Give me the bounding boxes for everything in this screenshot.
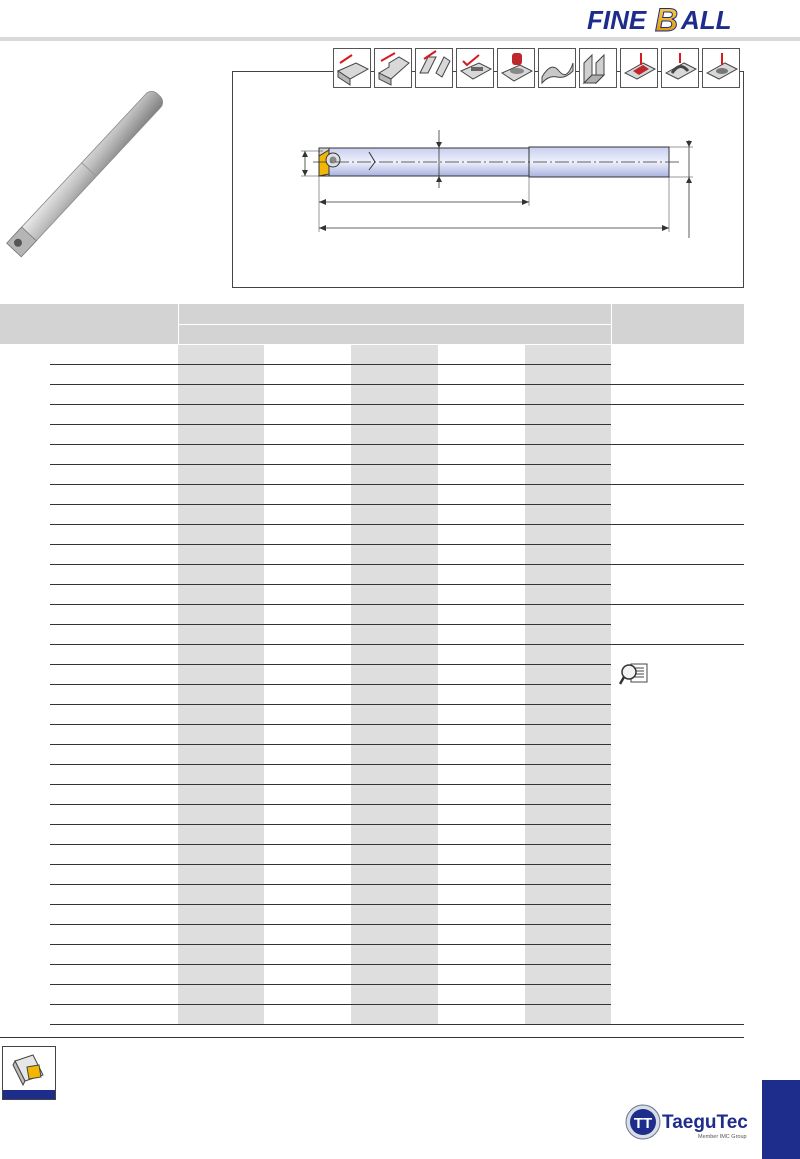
dimension-cell <box>351 964 438 984</box>
dimension-cell <box>525 744 611 764</box>
row-indent-cell <box>0 944 50 964</box>
company-logo <box>624 1100 754 1144</box>
dimension-cell <box>264 344 351 364</box>
designation-cell <box>50 464 178 484</box>
dimension-cell <box>351 544 438 564</box>
reference-book-icon[interactable] <box>2 1046 56 1100</box>
dimension-cell <box>178 984 264 1004</box>
row-indent-cell <box>0 904 50 924</box>
reference-icon-bar <box>3 1090 55 1099</box>
table-row <box>0 404 744 424</box>
designation-cell <box>50 524 178 544</box>
book-icon <box>3 1047 55 1091</box>
row-indent-cell <box>0 1004 50 1024</box>
helical-interpolation-icon <box>702 48 740 88</box>
dimension-cell <box>438 764 525 784</box>
dimension-cell <box>351 664 438 684</box>
dimension-cell <box>525 644 611 664</box>
company-logo-text: TaeguTec <box>662 1112 748 1133</box>
dimension-cell <box>438 424 525 444</box>
row-indent-cell <box>0 644 50 664</box>
dimension-cell <box>178 364 264 384</box>
dimension-cell <box>264 604 351 624</box>
dimension-cell <box>264 464 351 484</box>
row-indent-cell <box>0 404 50 424</box>
dimension-cell <box>525 624 611 644</box>
dimension-cell <box>264 924 351 944</box>
dimension-cell <box>525 544 611 564</box>
row-indent-cell <box>0 964 50 984</box>
designation-cell <box>50 984 178 1004</box>
dimension-cell <box>525 844 611 864</box>
dimension-cell <box>351 404 438 424</box>
table-row <box>0 444 744 464</box>
dimension-cell <box>178 864 264 884</box>
dimension-cell <box>351 584 438 604</box>
dimension-cell <box>178 824 264 844</box>
insert-note-cell <box>611 484 744 524</box>
dimension-cell <box>264 904 351 924</box>
designation-cell <box>50 804 178 824</box>
dimension-cell <box>178 904 264 924</box>
insert-note-cell <box>611 524 744 564</box>
dimension-cell <box>178 404 264 424</box>
dimension-cell <box>525 384 611 404</box>
designation-cell <box>50 404 178 424</box>
designation-cell <box>50 544 178 564</box>
insert-note-cell <box>611 444 744 484</box>
dimension-cell <box>525 944 611 964</box>
dimension-cell <box>438 1004 525 1024</box>
designation-cell <box>50 664 178 684</box>
dimension-cell <box>438 464 525 484</box>
dimension-cell <box>178 884 264 904</box>
dimension-cell <box>264 644 351 664</box>
designation-cell <box>50 644 178 664</box>
tool-dimension-drawing <box>233 110 743 260</box>
designation-cell <box>50 584 178 604</box>
step-milling-icon <box>374 48 412 88</box>
dimension-cell <box>351 864 438 884</box>
designation-cell <box>50 884 178 904</box>
dimension-cell <box>438 584 525 604</box>
dimension-cell <box>438 944 525 964</box>
dimension-cell <box>351 604 438 624</box>
row-indent-cell <box>0 384 50 404</box>
row-indent-cell <box>0 464 50 484</box>
row-indent-cell <box>0 844 50 864</box>
dimension-cell <box>525 404 611 424</box>
brand-logo <box>585 4 747 34</box>
company-seal-text: TT <box>633 1115 653 1132</box>
dimension-cell <box>351 524 438 544</box>
dimension-cell <box>525 824 611 844</box>
dimension-cell <box>351 444 438 464</box>
dimension-cell <box>525 464 611 484</box>
dimension-cell <box>438 704 525 724</box>
dimension-cell <box>438 784 525 804</box>
dimension-cell <box>351 704 438 724</box>
dimension-cell <box>264 504 351 524</box>
dimension-cell <box>351 1004 438 1024</box>
dimension-cell <box>525 524 611 544</box>
dimension-cell <box>351 384 438 404</box>
pocketing-icon <box>620 48 658 88</box>
dimension-cell <box>178 944 264 964</box>
dimension-cell <box>525 684 611 704</box>
row-indent-cell <box>0 864 50 884</box>
row-indent-cell <box>0 704 50 724</box>
row-indent-cell <box>0 344 50 364</box>
dimension-cell <box>438 364 525 384</box>
row-indent-cell <box>0 884 50 904</box>
dimension-cell <box>525 904 611 924</box>
dimension-cell <box>178 844 264 864</box>
designation-cell <box>50 744 178 764</box>
dimension-cell <box>264 624 351 644</box>
designation-cell <box>50 784 178 804</box>
table-row <box>0 524 744 544</box>
designation-cell <box>50 904 178 924</box>
designation-cell <box>50 824 178 844</box>
dimension-cell <box>525 424 611 444</box>
designation-cell <box>50 364 178 384</box>
dimension-cell <box>438 804 525 824</box>
header-designation-cell <box>0 304 178 344</box>
dimension-cell <box>264 524 351 544</box>
row-indent-cell <box>0 524 50 544</box>
dimension-cell <box>351 564 438 584</box>
dimension-cell <box>178 424 264 444</box>
dimension-cell <box>264 1004 351 1024</box>
row-indent-cell <box>0 424 50 444</box>
dimension-cell <box>525 864 611 884</box>
magnifier-icon[interactable] <box>619 662 649 686</box>
header-sub-cell <box>178 324 611 344</box>
dimension-cell <box>178 484 264 504</box>
chapter-side-tab[interactable] <box>762 1080 800 1159</box>
dimension-cell <box>264 424 351 444</box>
dimension-cell <box>525 704 611 724</box>
dimension-cell <box>438 724 525 744</box>
insert-note-cell <box>611 604 744 644</box>
header-insert-cell <box>611 304 744 344</box>
row-indent-cell <box>0 724 50 744</box>
row-indent-cell <box>0 924 50 944</box>
dimension-cell <box>178 964 264 984</box>
dimension-cell <box>178 344 264 364</box>
dimension-cell <box>178 624 264 644</box>
dimension-cell <box>264 364 351 384</box>
dimension-cell <box>264 864 351 884</box>
dimension-cell <box>178 1004 264 1024</box>
table-header-row <box>0 304 744 324</box>
insert-note-cell <box>611 404 744 444</box>
row-indent-cell <box>0 364 50 384</box>
designation-cell <box>50 504 178 524</box>
dimension-cell <box>525 564 611 584</box>
row-indent-cell <box>0 504 50 524</box>
dimension-cell <box>525 604 611 624</box>
table-row <box>0 604 744 624</box>
dimension-cell <box>178 504 264 524</box>
row-indent-cell <box>0 984 50 1004</box>
dimension-cell <box>525 764 611 784</box>
dimension-cell <box>351 884 438 904</box>
dimension-cell <box>264 964 351 984</box>
dimension-cell <box>351 924 438 944</box>
svg-text:FINE: FINE <box>587 5 647 34</box>
dimension-cell <box>264 384 351 404</box>
row-indent-cell <box>0 664 50 684</box>
product-photo <box>0 90 232 260</box>
dimension-cell <box>438 684 525 704</box>
dimension-cell <box>178 724 264 744</box>
dimension-cell <box>525 884 611 904</box>
dimension-cell <box>351 984 438 1004</box>
dimension-cell <box>351 644 438 664</box>
dimension-cell <box>264 984 351 1004</box>
row-indent-cell <box>0 744 50 764</box>
dimension-cell <box>178 784 264 804</box>
designation-cell <box>50 604 178 624</box>
dimension-cell <box>525 964 611 984</box>
dimension-cell <box>438 864 525 884</box>
dimension-cell <box>178 564 264 584</box>
designation-cell <box>50 724 178 744</box>
dimension-cell <box>525 924 611 944</box>
dimension-cell <box>438 884 525 904</box>
dimension-cell <box>264 724 351 744</box>
table-row <box>0 344 744 364</box>
table-row <box>0 644 744 664</box>
dimension-cell <box>438 404 525 424</box>
dimension-cell <box>351 344 438 364</box>
row-indent-cell <box>0 444 50 464</box>
dimension-cell <box>525 364 611 384</box>
designation-cell <box>50 944 178 964</box>
dimension-cell <box>264 544 351 564</box>
designation-cell <box>50 844 178 864</box>
dimension-cell <box>525 724 611 744</box>
dimension-cell <box>178 524 264 544</box>
dimension-cell <box>178 704 264 724</box>
row-indent-cell <box>0 764 50 784</box>
designation-cell <box>50 864 178 884</box>
table-row <box>0 564 744 584</box>
dimension-cell <box>525 344 611 364</box>
dimension-cell <box>351 744 438 764</box>
insert-note-cell <box>611 344 744 384</box>
svg-text:B: B <box>655 4 679 34</box>
dimension-cell <box>264 784 351 804</box>
profile-milling-icon <box>538 48 576 88</box>
insert-note-cell <box>611 564 744 604</box>
plunge-milling-icon <box>497 48 535 88</box>
designation-cell <box>50 484 178 504</box>
dimension-cell <box>438 664 525 684</box>
dimension-cell <box>438 604 525 624</box>
dimension-cell <box>438 744 525 764</box>
row-indent-cell <box>0 804 50 824</box>
dimension-cell <box>264 744 351 764</box>
designation-cell <box>50 684 178 704</box>
dimension-cell <box>178 764 264 784</box>
dimension-cell <box>525 1004 611 1024</box>
row-indent-cell <box>0 484 50 504</box>
row-indent-cell <box>0 684 50 704</box>
row-indent-cell <box>0 544 50 564</box>
dimension-cell <box>438 444 525 464</box>
dimension-cell <box>264 684 351 704</box>
deep-slot-icon <box>579 48 617 88</box>
dimension-cell <box>351 624 438 644</box>
dimension-cell <box>264 764 351 784</box>
designation-cell <box>50 1004 178 1024</box>
header-dimensions-cell <box>178 304 611 324</box>
dimension-cell <box>438 524 525 544</box>
dimension-cell <box>178 464 264 484</box>
dimension-cell <box>351 944 438 964</box>
dimension-cell <box>178 444 264 464</box>
designation-cell <box>50 704 178 724</box>
row-indent-cell <box>0 564 50 584</box>
table-bottom-rule <box>0 1037 744 1038</box>
dimension-cell <box>525 804 611 824</box>
dimension-cell <box>351 844 438 864</box>
dimension-cell <box>178 384 264 404</box>
dimension-cell <box>264 884 351 904</box>
designation-cell <box>50 424 178 444</box>
dimension-cell <box>525 584 611 604</box>
dimension-cell <box>438 844 525 864</box>
dimension-cell <box>264 824 351 844</box>
table-row <box>0 384 744 404</box>
dimension-cell <box>438 984 525 1004</box>
designation-cell <box>50 624 178 644</box>
dimension-cell <box>178 804 264 824</box>
designation-cell <box>50 344 178 364</box>
dimension-cell <box>438 624 525 644</box>
ramping-icon <box>661 48 699 88</box>
dimension-cell <box>438 344 525 364</box>
dimension-cell <box>351 684 438 704</box>
dimension-cell <box>264 484 351 504</box>
dimension-cell <box>264 844 351 864</box>
row-indent-cell <box>0 584 50 604</box>
header-rule <box>0 37 800 41</box>
dimension-cell <box>178 604 264 624</box>
row-indent-cell <box>0 824 50 844</box>
row-indent-cell <box>0 604 50 624</box>
dimension-cell <box>438 564 525 584</box>
dimension-cell <box>351 424 438 444</box>
shoulder-milling-icon <box>333 48 371 88</box>
dimension-cell <box>525 664 611 684</box>
dimension-cell <box>178 584 264 604</box>
designation-cell <box>50 924 178 944</box>
dimension-cell <box>525 504 611 524</box>
dimension-cell <box>264 444 351 464</box>
designation-cell <box>50 764 178 784</box>
dimension-cell <box>178 924 264 944</box>
insert-note-cell <box>611 384 744 404</box>
dimension-cell <box>351 364 438 384</box>
designation-cell <box>50 384 178 404</box>
dimension-cell <box>525 984 611 1004</box>
dimension-cell <box>264 404 351 424</box>
dimension-cell <box>178 664 264 684</box>
dimension-cell <box>351 484 438 504</box>
dimension-cell <box>264 584 351 604</box>
dimension-cell <box>178 544 264 564</box>
dimension-cell <box>525 784 611 804</box>
dimension-cell <box>438 824 525 844</box>
dimension-cell <box>264 704 351 724</box>
dimension-cell <box>438 544 525 564</box>
dimension-cell <box>525 484 611 504</box>
designation-cell <box>50 964 178 984</box>
dimension-cell <box>178 644 264 664</box>
row-indent-cell <box>0 624 50 644</box>
application-icons <box>333 48 740 88</box>
dimension-cell <box>351 784 438 804</box>
svg-text:ALL: ALL <box>681 5 732 34</box>
designation-cell <box>50 444 178 464</box>
dimension-cell <box>178 684 264 704</box>
dimension-cell <box>178 744 264 764</box>
dimension-cell <box>351 904 438 924</box>
dimension-cell <box>351 824 438 844</box>
dimension-cell <box>264 804 351 824</box>
dimension-cell <box>438 904 525 924</box>
dimension-cell <box>264 564 351 584</box>
dimension-cell <box>438 384 525 404</box>
designation-cell <box>50 564 178 584</box>
dimension-cell <box>438 504 525 524</box>
slotting-icon <box>415 48 453 88</box>
company-logo-subtitle: Member IMC Group <box>698 1134 747 1140</box>
dimension-cell <box>438 924 525 944</box>
dimension-cell <box>525 444 611 464</box>
table-row <box>0 484 744 504</box>
dimension-cell <box>351 804 438 824</box>
dimension-cell <box>351 464 438 484</box>
face-milling-icon <box>456 48 494 88</box>
dimension-cell <box>264 944 351 964</box>
dimension-cell <box>351 504 438 524</box>
insert-note-cell <box>611 644 744 1024</box>
dimension-cell <box>438 484 525 504</box>
dimension-cell <box>351 764 438 784</box>
dimension-cell <box>264 664 351 684</box>
dimension-cell <box>438 644 525 664</box>
dimension-cell <box>351 724 438 744</box>
dimension-cell <box>438 964 525 984</box>
row-indent-cell <box>0 784 50 804</box>
